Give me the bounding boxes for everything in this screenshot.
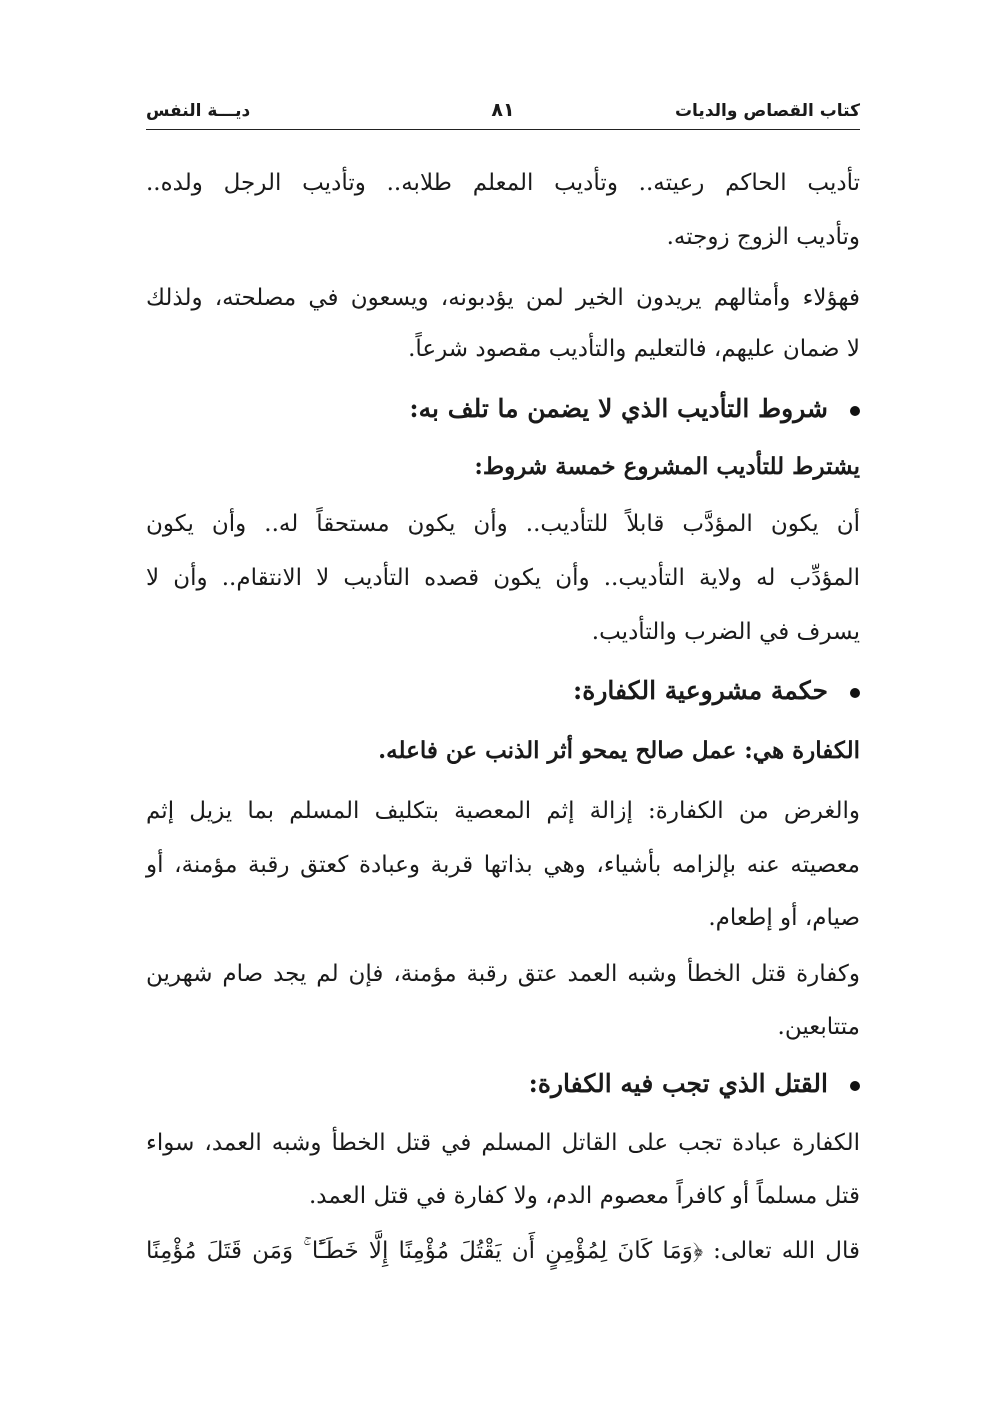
- paragraph-line: قتل مسلماً أو كافراً معصوم الدم، ولا كفارة في قتل العمد.: [308, 1183, 860, 1209]
- bullet-icon: [850, 1081, 860, 1091]
- paragraph-line: تأديب الحاكم رعيته.. وتأديب المعلم طلابه.. وتأديب الرجل ولده..: [146, 170, 860, 196]
- paragraph-line: معصيته عنه بإلزامه بأشياء، وهي بذاتها قربة وعبادة كعتق رقبة مؤمنة، أو: [146, 852, 860, 878]
- paragraph-line: وتأديب الزوج زوجته.: [666, 224, 860, 250]
- paragraph-line: صيام، أو إطعام.: [708, 905, 860, 931]
- paragraph-line: والغرض من الكفارة: إزالة إثم المعصية بتكليف المسلم بما يزيل إثم: [146, 798, 860, 824]
- section-heading-text: حكمة مشروعية الكفارة:: [573, 676, 828, 705]
- paragraph-line: لا ضمان عليهم، فالتعليم والتأديب مقصود شرعاً.: [408, 336, 860, 362]
- section-heading: [529, 1069, 860, 1099]
- paragraph-line: الكفارة عبادة تجب على القاتل المسلم في قتل الخطأ وشبه العمد، سواء: [146, 1130, 860, 1156]
- definition-line: الكفارة هي: عمل صالح يمحو أثر الذنب عن فاعله.: [378, 737, 860, 764]
- paragraph-line: المؤدِّب له ولاية التأديب.. وأن يكون قصده التأديب لا الانتقام.. وأن لا: [146, 565, 860, 591]
- paragraph-line: متتابعين.: [777, 1014, 860, 1040]
- paragraph-line: أن يكون المؤدَّب قابلاً للتأديب.. وأن يكون مستحقاً له.. وأن يكون: [146, 511, 860, 537]
- bullet-icon: [850, 406, 860, 416]
- chapter-title: ديـــة النفس: [146, 101, 251, 121]
- book-title: كتاب القصاص والديات: [674, 101, 860, 121]
- section-heading-text: القتل الذي تجب فيه الكفارة:: [528, 1069, 828, 1098]
- paragraph-line: فهؤلاء وأمثالهم يريدون الخير لمن يؤدبونه، ويسعون في مصلحته، ولذلك: [146, 285, 860, 311]
- subheading-line: يشترط للتأديب المشروع خمسة شروط:: [474, 453, 860, 480]
- section-heading: [409, 394, 860, 424]
- section-heading-text: شروط التأديب الذي لا يضمن ما تلف به:: [409, 394, 828, 423]
- paragraph-line: يسرف في الضرب والتأديب.: [591, 619, 860, 645]
- running-header: [146, 97, 860, 130]
- quran-verse-line: قال الله تعالى: ﴿وَمَا كَانَ لِمُؤْمِنٍ أَن يَقْتُلَ مُؤْمِنًا إِلَّا خَطَـًٔا ۚ وَمَن قَتَلَ مُؤْمِنًا: [146, 1238, 860, 1264]
- page-number: ٨١: [491, 99, 515, 121]
- bullet-icon: [850, 688, 860, 698]
- section-heading: [573, 676, 860, 706]
- paragraph-line: وكفارة قتل الخطأ وشبه العمد عتق رقبة مؤمنة، فإن لم يجد صام شهرين: [146, 961, 860, 987]
